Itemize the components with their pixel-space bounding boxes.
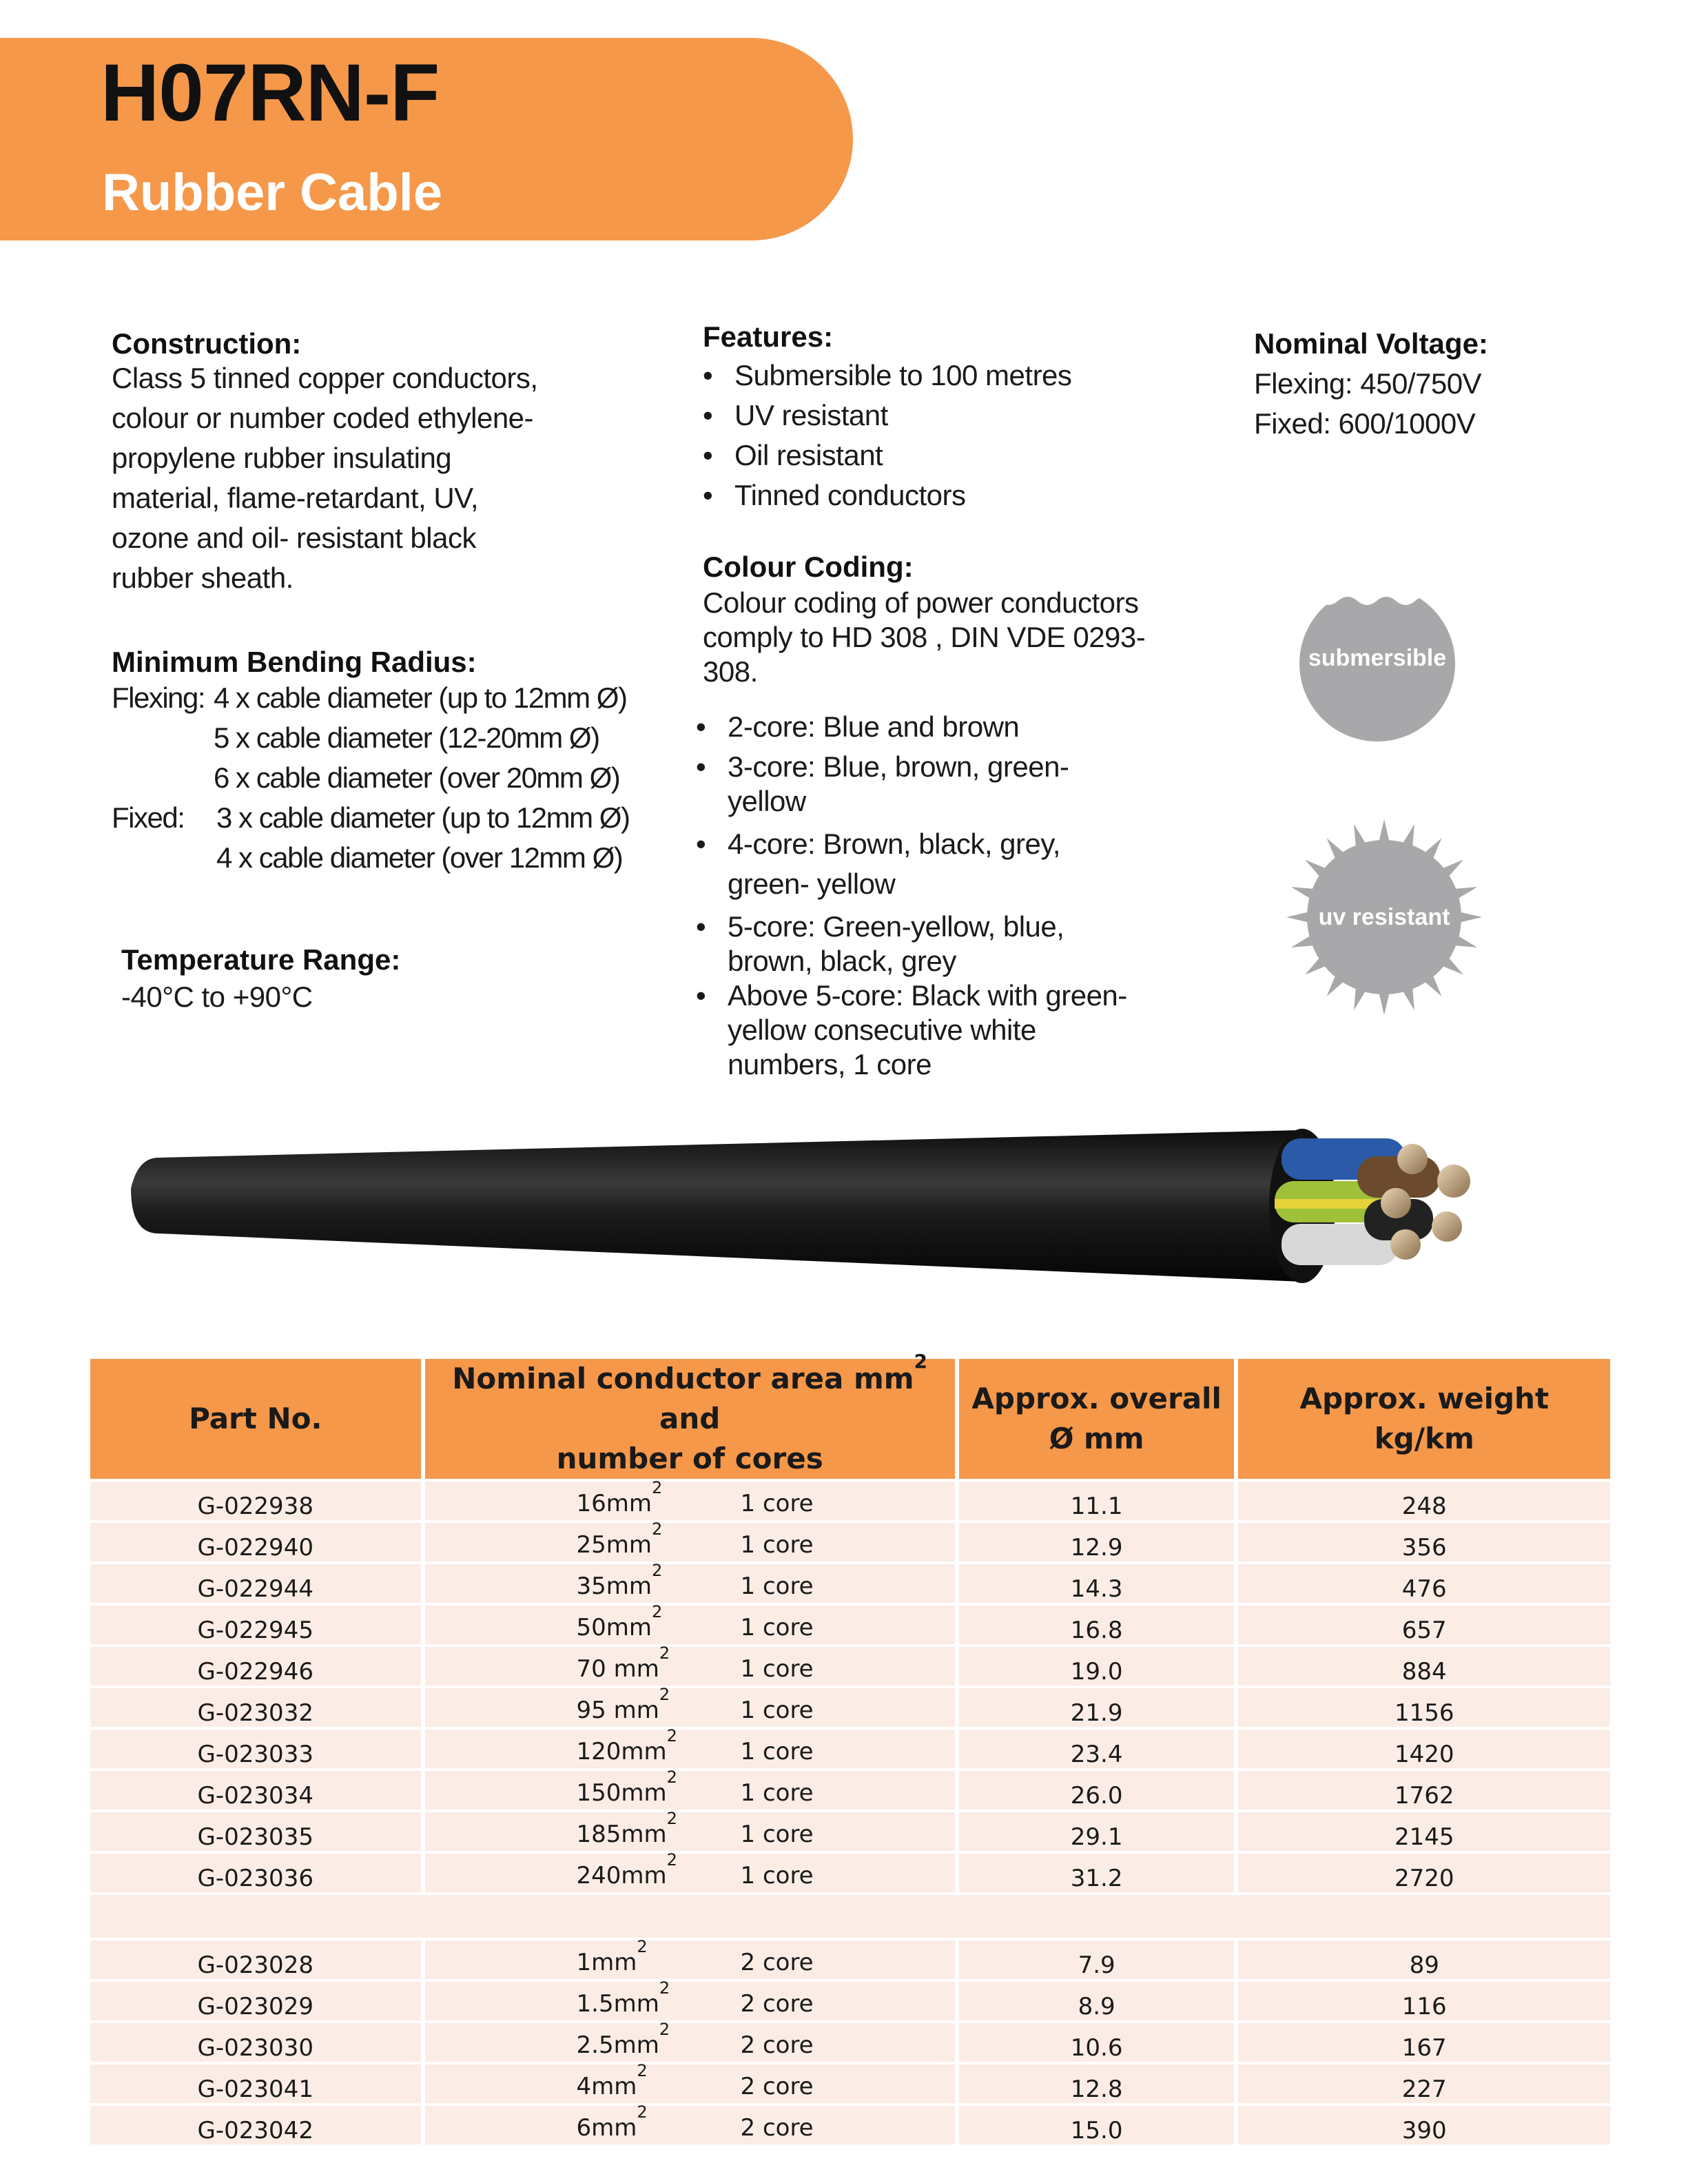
cell-part: G-022940 xyxy=(90,1523,421,1561)
construction-line: material, flame-retardant, UV, xyxy=(112,482,479,514)
spec-table xyxy=(86,1350,1614,2147)
bending-value: 3 x cable diameter (up to 12mm Ø) xyxy=(216,801,630,834)
cell-diameter: 12.8 xyxy=(959,2065,1235,2103)
cell-part: G-023042 xyxy=(90,2106,421,2144)
cell-diameter: 12.9 xyxy=(959,1523,1235,1561)
construction-heading: Construction: xyxy=(112,327,302,360)
cell-weight: 1156 xyxy=(1238,1688,1610,1727)
list-item xyxy=(696,910,1127,979)
uv-label: uv resistant xyxy=(1318,904,1450,930)
table-row xyxy=(90,1647,1610,1686)
area-text: 1mm xyxy=(576,1949,637,1976)
cell-cores: 2 core xyxy=(740,2031,814,2059)
cell-area-value xyxy=(576,1519,663,1559)
area-superscript: 2 xyxy=(659,2020,670,2039)
cell-weight: 89 xyxy=(1238,1940,1610,1979)
cell-cores: 1 core xyxy=(740,1862,814,1889)
cell-diameter: 14.3 xyxy=(959,1564,1235,1603)
cell-area-value xyxy=(576,1726,677,1765)
list-item-text: green- yellow xyxy=(728,868,896,900)
voltage-heading: Nominal Voltage: xyxy=(1254,327,1488,360)
cell-diameter: 11.1 xyxy=(959,1482,1235,1520)
construction-line: propylene rubber insulating xyxy=(112,442,452,474)
table-row xyxy=(90,2106,1610,2144)
header-text: Approx. weight xyxy=(1299,1382,1550,1415)
bending-row xyxy=(112,718,629,758)
list-item-text: 4-core: Brown, black, grey, xyxy=(728,828,1060,860)
cell-diameter: 10.6 xyxy=(959,2023,1235,2062)
cell-cores: 1 core xyxy=(740,1655,814,1683)
construction-line: colour or number coded ethylene- xyxy=(112,402,534,434)
cell-area-value xyxy=(576,1768,677,1807)
area-text: 1.5mm xyxy=(576,1990,659,2018)
cell-weight: 657 xyxy=(1238,1606,1610,1644)
column-header-area xyxy=(425,1350,955,1479)
colour-coding-line: comply to HD 308 , DIN VDE 0293- xyxy=(703,621,1146,653)
list-item-text: 2-core: Blue and brown xyxy=(728,710,1020,743)
list-item: • Tinned conductors xyxy=(703,475,1071,515)
area-superscript: 2 xyxy=(666,1726,677,1745)
construction-line: Class 5 tinned copper conductors, xyxy=(112,362,538,394)
voltage-text xyxy=(1254,364,1481,444)
cell-part: G-023041 xyxy=(90,2065,421,2103)
area-superscript: 2 xyxy=(652,1561,663,1580)
area-superscript: 2 xyxy=(637,2061,648,2080)
cell-cores: 2 core xyxy=(740,1990,814,2018)
cable-illustration xyxy=(131,1103,1509,1309)
cell-weight: 1762 xyxy=(1238,1771,1610,1810)
header-superscript: 2 xyxy=(914,1350,928,1373)
colour-coding-text xyxy=(703,586,1145,689)
bending-row xyxy=(112,838,629,878)
cell-area-value xyxy=(576,1978,670,2018)
cell-weight: 2720 xyxy=(1238,1854,1610,1892)
submersible-badge xyxy=(1299,586,1455,741)
cell-diameter: 29.1 xyxy=(959,1812,1235,1851)
table-row xyxy=(90,1771,1610,1810)
voltage-line: Fixed: 600/1000V xyxy=(1254,407,1476,440)
header-text: number of cores xyxy=(556,1442,823,1475)
bending-row xyxy=(112,758,629,798)
cell-part: G-023036 xyxy=(90,1854,421,1892)
cell-area-value xyxy=(576,1685,670,1724)
cell-area-value xyxy=(576,1809,677,1848)
area-superscript: 2 xyxy=(666,1809,677,1828)
area-text: 185mm xyxy=(576,1821,667,1848)
area-superscript: 2 xyxy=(652,1602,663,1621)
area-text: 4mm xyxy=(576,2073,637,2100)
cell-area-value xyxy=(576,2061,648,2100)
area-text: 2.5mm xyxy=(576,2031,659,2059)
page-title: H07RN-F xyxy=(101,48,440,139)
cell-cores: 1 core xyxy=(740,1572,814,1600)
area-text: 240mm xyxy=(576,1862,667,1889)
cell-diameter: 7.9 xyxy=(959,1940,1235,1979)
cell-area xyxy=(425,1937,955,1979)
cell-diameter: 8.9 xyxy=(959,1982,1235,2020)
cell-area xyxy=(425,1478,955,1520)
cell-cores: 1 core xyxy=(740,1697,814,1724)
list-item: • Oil resistant xyxy=(703,436,1071,475)
cell-diameter: 15.0 xyxy=(959,2106,1235,2144)
colour-coding-line: Colour coding of power conductors xyxy=(703,586,1139,619)
cell-weight: 390 xyxy=(1238,2106,1610,2144)
uv-badge xyxy=(1286,819,1483,1016)
features-heading: Features: xyxy=(703,320,834,353)
area-text: 16mm xyxy=(576,1490,652,1517)
cell-area xyxy=(425,2020,955,2062)
list-item: • UV resistant xyxy=(703,396,1071,436)
area-superscript: 2 xyxy=(637,2102,648,2122)
cell-weight: 167 xyxy=(1238,2023,1610,2062)
cell-area-value xyxy=(576,1602,663,1641)
list-item xyxy=(696,979,1127,1082)
table-row xyxy=(90,1688,1610,1727)
header-text: Approx. overall xyxy=(971,1382,1222,1415)
cell-cores: 1 core xyxy=(740,1614,814,1641)
bending-value: 5 x cable diameter (12-20mm Ø) xyxy=(214,721,599,754)
list-item-text: Above 5-core: Black with green- xyxy=(728,979,1127,1012)
bending-label: Flexing: xyxy=(112,682,205,714)
area-superscript: 2 xyxy=(637,1937,648,1956)
cell-part: G-022945 xyxy=(90,1606,421,1644)
cell-cores: 1 core xyxy=(740,1821,814,1848)
cell-part: G-023028 xyxy=(90,1940,421,1979)
cell-weight: 356 xyxy=(1238,1523,1610,1561)
area-superscript: 2 xyxy=(666,1850,677,1869)
table-row xyxy=(90,1606,1610,1644)
cell-area xyxy=(425,1561,955,1603)
cell-diameter: 21.9 xyxy=(959,1688,1235,1727)
table-row xyxy=(90,1854,1610,1892)
cell-part: G-023033 xyxy=(90,1730,421,1768)
bending-value: 6 x cable diameter (over 20mm Ø) xyxy=(214,761,620,794)
list-item-text: brown, black, grey xyxy=(728,945,956,977)
cell-area xyxy=(425,1643,955,1686)
cell-weight: 227 xyxy=(1238,2065,1610,2103)
list-item xyxy=(696,750,1127,819)
cell-diameter: 31.2 xyxy=(959,1854,1235,1892)
cell-area-value xyxy=(576,2102,648,2142)
bending-value: 4 x cable diameter (over 12mm Ø) xyxy=(216,841,623,874)
area-text: 120mm xyxy=(576,1738,667,1765)
header-text: Nominal conductor area mm xyxy=(452,1362,914,1395)
table-spacer-row xyxy=(90,1895,1610,1938)
construction-line: ozone and oil- resistant black xyxy=(112,522,476,554)
cell-part: G-022944 xyxy=(90,1564,421,1603)
cell-area xyxy=(425,1809,955,1851)
column-header-part: Part No. xyxy=(90,1359,421,1479)
cell-diameter: 19.0 xyxy=(959,1647,1235,1686)
area-text: 150mm xyxy=(576,1779,667,1807)
header-text: Ø mm xyxy=(1049,1422,1144,1455)
list-item-text: yellow consecutive white xyxy=(728,1014,1036,1046)
spacer-cell xyxy=(90,1895,1610,1938)
list-item-text: yellow xyxy=(728,785,806,817)
page-subtitle: Rubber Cable xyxy=(102,163,443,222)
bending-value: 4 x cable diameter (up to 12mm Ø) xyxy=(214,682,627,714)
area-superscript: 2 xyxy=(652,1478,663,1497)
cell-cores: 2 core xyxy=(740,2073,814,2100)
column-header-diameter xyxy=(959,1359,1235,1479)
cell-cores: 1 core xyxy=(740,1779,814,1807)
cell-area-value xyxy=(576,1478,663,1517)
cell-area xyxy=(425,1850,955,1892)
area-text: 50mm xyxy=(576,1614,652,1641)
cell-area xyxy=(425,1602,955,1644)
cell-area xyxy=(425,1685,955,1727)
bending-heading: Minimum Bending Radius: xyxy=(112,646,477,678)
construction-line: rubber sheath. xyxy=(112,562,294,594)
cell-cores: 1 core xyxy=(740,1531,814,1559)
table-row xyxy=(90,1523,1610,1561)
list-item: • Submersible to 100 metres xyxy=(703,356,1071,396)
table-row xyxy=(90,1940,1610,1979)
area-text: 25mm xyxy=(576,1531,652,1559)
cell-area-value xyxy=(576,1937,648,1976)
cell-weight: 248 xyxy=(1238,1482,1610,1520)
cell-part: G-023030 xyxy=(90,2023,421,2062)
cell-area xyxy=(425,2102,955,2144)
temperature-value: -40°C to +90°C xyxy=(121,981,313,1013)
features-list xyxy=(703,356,1071,515)
construction-text xyxy=(112,358,538,598)
colour-coding-heading: Colour Coding: xyxy=(703,551,914,583)
header-text: and xyxy=(659,1402,721,1435)
cell-area xyxy=(425,1978,955,2020)
cell-part: G-023035 xyxy=(90,1812,421,1851)
cell-weight: 884 xyxy=(1238,1647,1610,1686)
cell-part: G-023034 xyxy=(90,1771,421,1810)
column-header-weight xyxy=(1238,1359,1610,1479)
colour-coding-line: 308. xyxy=(703,655,758,688)
cell-part: G-023029 xyxy=(90,1982,421,2020)
area-text: 35mm xyxy=(576,1572,652,1600)
cell-weight: 116 xyxy=(1238,1982,1610,2020)
cell-weight: 1420 xyxy=(1238,1730,1610,1768)
colour-coding-list xyxy=(696,710,1127,1082)
table-row xyxy=(90,1812,1610,1851)
area-superscript: 2 xyxy=(666,1768,677,1787)
list-item-text: numbers, 1 core xyxy=(728,1048,932,1080)
cell-area-value xyxy=(576,1643,670,1683)
area-superscript: 2 xyxy=(659,1643,670,1663)
cell-part: G-023032 xyxy=(90,1688,421,1727)
area-superscript: 2 xyxy=(659,1685,670,1704)
cell-weight: 476 xyxy=(1238,1564,1610,1603)
area-superscript: 2 xyxy=(652,1519,663,1539)
cell-area xyxy=(425,1726,955,1768)
list-item-text: 3-core: Blue, brown, green- xyxy=(728,750,1069,783)
list-item xyxy=(696,824,1127,904)
cell-area-value xyxy=(576,2020,670,2059)
table-row xyxy=(90,1730,1610,1768)
header-text: kg/km xyxy=(1374,1422,1474,1455)
table-row xyxy=(90,2023,1610,2062)
bending-label: Fixed: xyxy=(112,801,185,834)
cell-cores: 2 core xyxy=(740,2114,814,2142)
table-row xyxy=(90,1482,1610,1520)
bending-row xyxy=(112,798,629,838)
cell-weight: 2145 xyxy=(1238,1812,1610,1851)
cell-part: G-022938 xyxy=(90,1482,421,1520)
cell-cores: 1 core xyxy=(740,1490,814,1517)
area-text: 6mm xyxy=(576,2114,637,2142)
table-row xyxy=(90,2065,1610,2103)
table-row xyxy=(90,1982,1610,2020)
cell-part: G-022946 xyxy=(90,1647,421,1686)
cell-area xyxy=(425,1519,955,1561)
area-text: 95 mm xyxy=(576,1697,659,1724)
voltage-line: Flexing: 450/750V xyxy=(1254,367,1482,400)
table-header-row xyxy=(90,1359,1610,1479)
area-superscript: 2 xyxy=(659,1978,670,1998)
cell-cores: 2 core xyxy=(740,1949,814,1976)
area-text: 70 mm xyxy=(576,1655,659,1683)
bending-row xyxy=(112,678,629,718)
list-item xyxy=(696,710,1127,744)
cell-area xyxy=(425,2061,955,2103)
cell-area xyxy=(425,1768,955,1810)
temperature-heading: Temperature Range: xyxy=(121,943,401,976)
cell-area-value xyxy=(576,1850,677,1889)
table-row xyxy=(90,1564,1610,1603)
cell-area-value xyxy=(576,1561,663,1600)
cell-diameter: 23.4 xyxy=(959,1730,1235,1768)
bending-text xyxy=(112,678,629,878)
cell-cores: 1 core xyxy=(740,1738,814,1765)
cell-diameter: 26.0 xyxy=(959,1771,1235,1810)
list-item-text: 5-core: Green-yellow, blue, xyxy=(728,910,1064,943)
submersible-label: submersible xyxy=(1308,645,1447,671)
cell-diameter: 16.8 xyxy=(959,1606,1235,1644)
